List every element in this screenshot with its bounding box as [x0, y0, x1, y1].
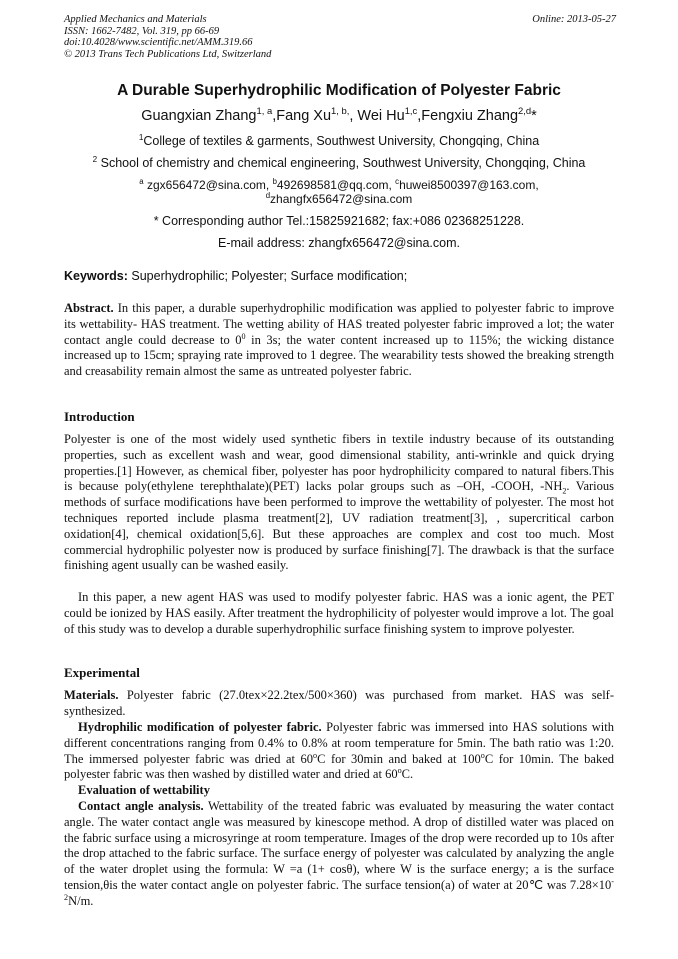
keywords	[64, 269, 407, 283]
email-list	[0, 178, 678, 192]
hydro-text-a: Polyester fabric was immersed into HAS solutions with different concentrations ranging from 0.4% to 0.8% at room temperature for 5min. The bath ratio was 1:20. The immersed polyester fabric was dried at 60	[64, 720, 614, 766]
hydrophilic-paragraph	[64, 720, 614, 783]
email-list-2	[0, 192, 678, 206]
intro-p1-a: Polyester is one of the most widely used synthetic fibers in textile industry because of its outstanding properties, such as excellent wash and wear, good dimensional stability, anti-wrinkle and quick drying properties.[1] However, as chemical fiber, polyester has poor hydrophilicity compared to natural fibers.This is because poly(ethylene terephthalate)(PET) lacks polar groups such as –OH, -COOH, -NH	[64, 432, 614, 494]
copyright-line: © 2013 Trans Tech Publications Ltd, Switzerland	[64, 48, 272, 60]
abstract	[64, 301, 614, 380]
affiliation-1-text: College of textiles & garments, Southwest University, Chongqing, China	[143, 134, 540, 148]
intro-paragraph-1	[64, 432, 614, 574]
paper-title: A Durable Superhydrophilic Modification of Polyester Fabric	[117, 82, 561, 99]
keywords-text: Superhydrophilic; Polyester; Surface modification;	[127, 269, 408, 283]
email-b: 492698581@qq.com,	[276, 178, 396, 192]
affiliation-2	[0, 156, 678, 170]
hydro-degree-2: o	[480, 750, 485, 760]
contact-angle-label: Contact angle analysis.	[78, 799, 204, 813]
abstract-label: Abstract.	[64, 301, 114, 315]
materials-paragraph	[64, 688, 614, 720]
email-d-mark: d	[265, 191, 271, 200]
experimental-heading: Experimental	[64, 665, 140, 680]
intro-heading: Introduction	[64, 409, 135, 424]
hydro-degree-1: o	[313, 750, 318, 760]
affiliation-2-text: School of chemistry and chemical engineering, Southwest University, Chongqing, China	[100, 156, 586, 170]
online-date: Online: 2013-05-27	[532, 14, 616, 25]
affiliation-1	[0, 134, 678, 148]
author-3: , Wei Hu	[349, 108, 405, 124]
intro-paragraph-2: In this paper, a new agent HAS was used to modify polyester fabric. HAS was a ionic agent, the PET could be ionized by HAS easily. After treatment the hydrophilicity of polyester would improve a lot. The goal of this study was to develop a durable superhydrophilic surface finishing system to improve polyester.	[64, 590, 614, 636]
contact-exponent: -2	[64, 876, 614, 902]
affiliation-1-mark: 1	[138, 132, 144, 142]
hydro-degree-3: o	[397, 766, 402, 776]
author-3-affil: 1,c	[404, 105, 418, 117]
abstract-text-2: in 3s; the water content increased up to 115%; the wicking distance increased up to 15cm; spraying rate improved to 1 degree. The wearability tests showed the breaking strength and creasability remain almost the same as untreated polyester fabric.	[64, 332, 615, 379]
author-4-affil: 2,d	[518, 105, 532, 117]
hydro-text-b: C for 30min and baked at 100	[317, 751, 481, 766]
email-address: E-mail address: zhangfx656472@sina.com.	[218, 236, 460, 250]
hydro-text-d: C.	[401, 767, 414, 782]
author-list	[0, 105, 678, 124]
email-a-mark: a	[139, 177, 144, 186]
contact-angle-paragraph	[64, 799, 614, 910]
author-2-affil: 1, b,	[331, 105, 350, 117]
evaluation-heading: Evaluation of wettability	[78, 783, 210, 797]
keywords-label: Keywords:	[64, 269, 128, 283]
author-4: ,Fengxiu Zhang	[417, 108, 519, 124]
author-1-affil: 1, a	[256, 105, 273, 117]
issn-line: ISSN: 1662-7482, Vol. 319, pp 66-69	[64, 25, 220, 37]
contact-text-a: Wettability of the treated fabric was evaluated by measuring the water contact angle. The water contact angle was measured by kinescope method. A drop of distilled water was placed on the fabric surface using a microsyringe at room temperature. Images of the drop were recorded up to 10s after the drop attached to the fabric surface. The surface energy of polyester was calculated by analyzing the angle of the water droplet using the formula: W =a (1+ cosθ), where W is the surface energy; a is the surface tension,θis the water contact angle on polyester fabric. The surface tension(a) of water at 20℃ was 7.28×10	[64, 799, 614, 892]
hydro-text-c: C for 10min. The baked polyester fabric was then washed by distilled water and dried at 60	[64, 751, 614, 782]
affiliation-2-mark: 2	[92, 154, 98, 164]
email-c: huwei8500397@163.com,	[399, 178, 539, 192]
materials-label: Materials.	[64, 688, 119, 702]
contact-text-b: N/m.	[68, 893, 94, 908]
email-c-mark: c	[395, 177, 400, 186]
intro-p1-sub: 2	[562, 486, 567, 496]
materials-text: Polyester fabric (27.0tex×22.2tex/500×360) was purchased from market. HAS was self-synthesized.	[64, 688, 614, 718]
author-2: ,Fang Xu	[272, 108, 332, 124]
journal-name: Applied Mechanics and Materials	[64, 14, 207, 25]
abstract-degree: 0	[241, 331, 246, 341]
intro-p1-b: . Various methods of surface modifications have been performed to improve the wettability of polyester. The most hot techniques reported include plasma treatment[2], UV radiation treatment[3], , supercritical carbon oxidation[4], chemical oxidation[5,6]. But these approaches are complex and cost too much. Most commercial hydrophilic polyester now is produced by surface finishing[7]. The drawback is that the surface finishing agent usually can be washed easily.	[64, 479, 615, 573]
email-b-mark: b	[272, 177, 277, 186]
hydrophilic-label: Hydrophilic modification of polyester fabric.	[78, 720, 322, 734]
corresponding-author: * Corresponding author Tel.:15825921682; fax:+086 02368251228.	[153, 214, 525, 228]
corresponding-mark: *	[531, 108, 537, 124]
journal-header	[64, 14, 616, 60]
abstract-text-1: In this paper, a durable superhydrophilic modification was applied to polyester fabric to improve its wettability- HAS treatment. The wetting ability of HAS treated polyester fabric improved a lot; the water contact angle could decrease to 0	[64, 301, 614, 347]
author-1: Guangxian Zhang	[141, 108, 257, 124]
email-a: zgx656472@sina.com,	[143, 178, 273, 192]
email-d: zhangfx656472@sina.com	[270, 192, 413, 206]
doi-line: doi:10.4028/www.scientific.net/AMM.319.66	[64, 37, 253, 48]
